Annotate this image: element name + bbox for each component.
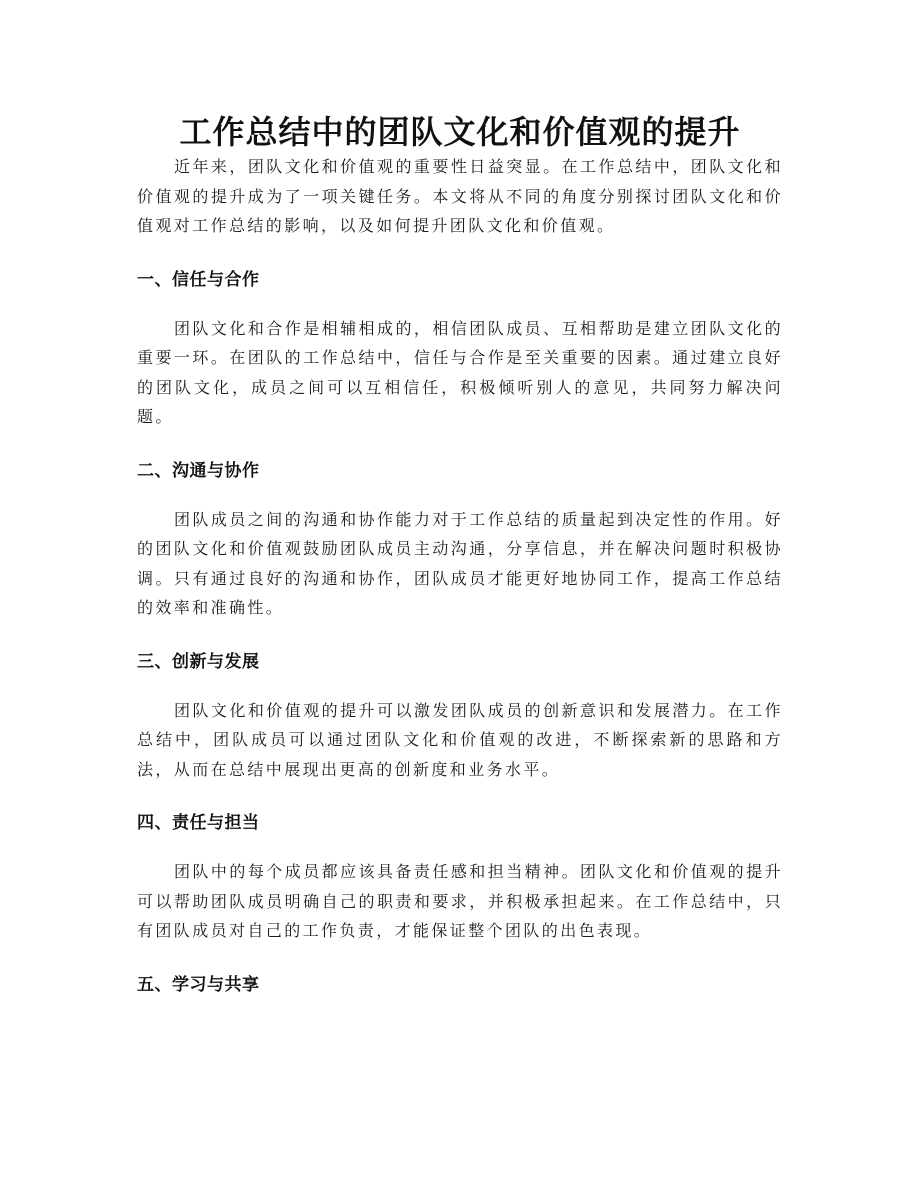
section-heading: 一、信任与合作: [137, 269, 260, 290]
section-learning-sharing: [137, 972, 783, 998]
section-communication-collaboration: [137, 458, 783, 623]
section-heading: 四、责任与担当: [137, 813, 260, 833]
section-innovation-development: [137, 649, 783, 785]
section-heading: 五、学习与共享: [137, 974, 260, 995]
section-paragraph: 团队中的每个成员都应该具备责任感和担当精神。团队文化和价值观的提升可以帮助团队成员明确自己的职责和要求，并积极承担起来。在工作总结中，只有团队成员对自己的工作负责，才能保证整个团队的出色表现。: [137, 862, 783, 940]
section-trust-cooperation: [137, 267, 783, 432]
section-heading: 二、沟通与协作: [137, 460, 260, 481]
section-responsibility: [137, 810, 783, 946]
section-paragraph: 团队文化和价值观的提升可以激发团队成员的创新意识和发展潜力。在工作总结中，团队成员可以通过团队文化和价值观的改进，不断探索新的思路和方法，从而在总结中展现出更高的创新度和业务水平。: [137, 700, 783, 779]
document-title: 工作总结中的团队文化和价值观的提升: [179, 113, 741, 151]
section-paragraph: 团队成员之间的沟通和协作能力对于工作总结的质量起到决定性的作用。好的团队文化和价值观鼓励团队成员主动沟通，分享信息，并在解决问题时积极协调。只有通过良好的沟通和协作，团队成员才能更好地协同工作，提高工作总结的效率和准确性。: [137, 509, 783, 617]
intro-paragraph: 近年来，团队文化和价值观的重要性日益突显。在工作总结中，团队文化和价值观的提升成为了一项关键任务。本文将从不同的角度分别探讨团队文化和价值观对工作总结的影响，以及如何提升团队文化和价值观。: [137, 157, 783, 235]
section-paragraph: 团队文化和合作是相辅相成的，相信团队成员、互相帮助是建立团队文化的重要一环。在团队的工作总结中，信任与合作是至关重要的因素。通过建立良好的团队文化，成员之间可以互相信任，积极倾听别人的意见，共同努力解决问题。: [137, 318, 783, 426]
section-heading: 三、创新与发展: [137, 651, 260, 672]
